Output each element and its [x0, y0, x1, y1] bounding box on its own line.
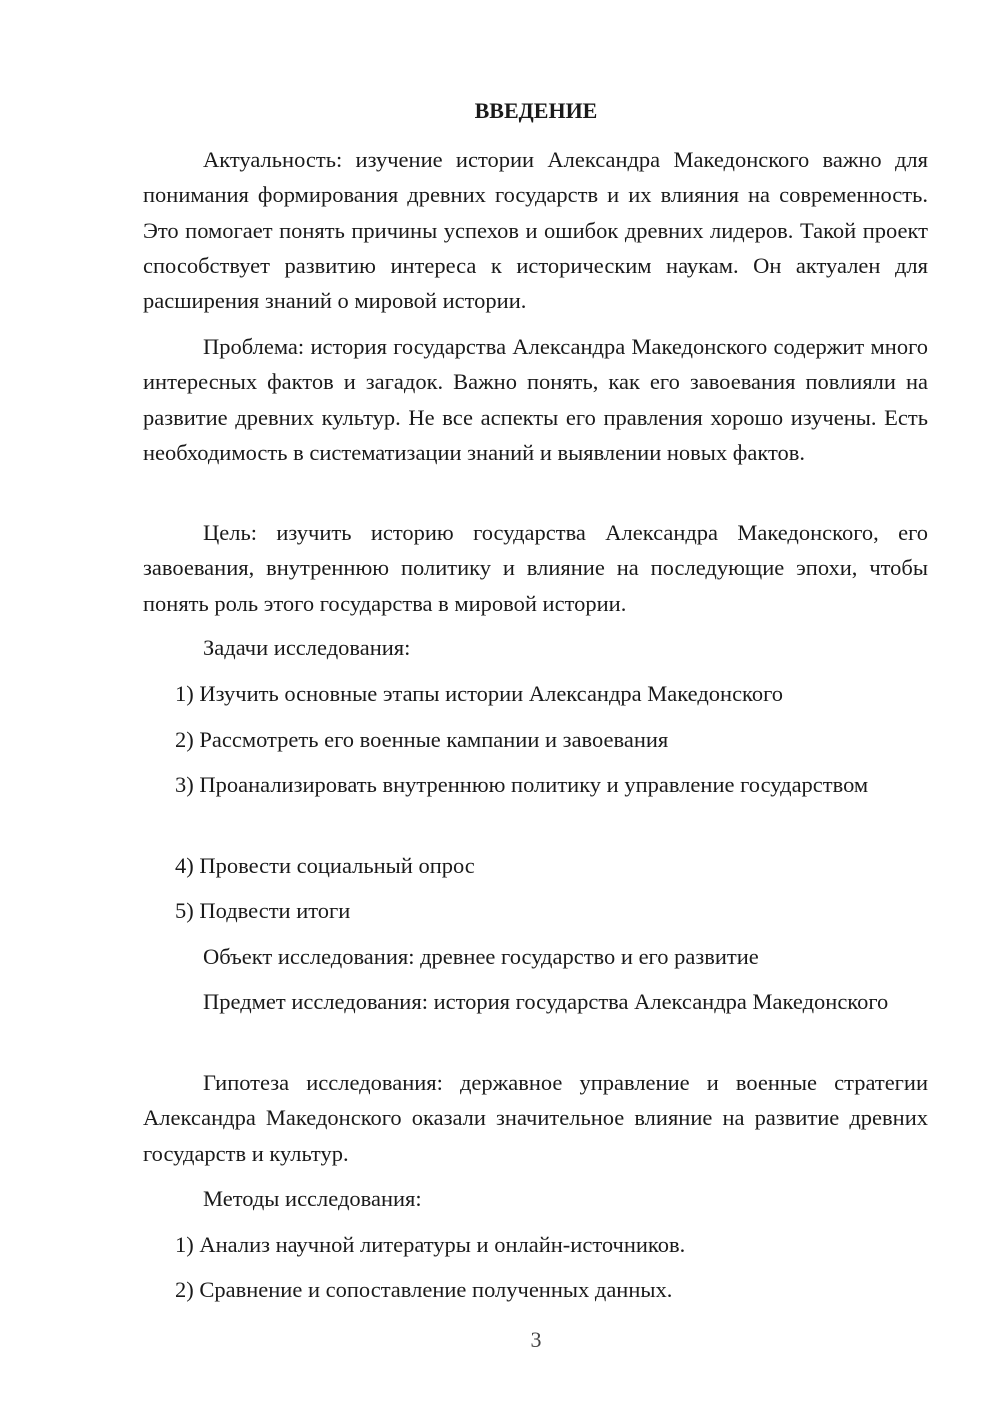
relevance-paragraph: Актуальность: изучение истории Александра Македонского важно для понимания формирования древних государств и их влияния на современность. Это помогает понять причины успехов и ошибок древних лидеров. Такой проект способствует развитию интереса к историческим наукам. Он актуален для расширения знаний о мировой истории. — [143, 147, 928, 314]
page-title: ВВЕДЕНИЕ — [474, 98, 598, 123]
task-item-4: 4) Провести социальный опрос — [175, 853, 475, 878]
hypothesis-paragraph: Гипотеза исследования: державное управление и военные стратегии Александра Македонского оказали значительное влияние на развитие древних государств и культур. — [143, 1070, 928, 1166]
methods-label: Методы исследования: — [203, 1186, 422, 1211]
object-paragraph: Объект исследования: древнее государство и его развитие — [203, 944, 759, 969]
task-item-1: 1) Изучить основные этапы истории Александра Македонского — [175, 681, 784, 706]
method-item-1: 1) Анализ научной литературы и онлайн-источников. — [175, 1232, 686, 1257]
tasks-label: Задачи исследования: — [203, 635, 411, 660]
subject-paragraph: Предмет исследования: история государства Александра Македонского — [203, 989, 889, 1014]
method-item-2: 2) Сравнение и сопоставление полученных данных. — [175, 1277, 673, 1302]
task-item-3: 3) Проанализировать внутреннюю политику и управление государством — [175, 772, 869, 797]
goal-paragraph: Цель: изучить историю государства Александра Македонского, его завоевания, внутреннюю политику и влияние на последующие эпохи, чтобы понять роль этого государства в мировой истории. — [143, 520, 928, 616]
page-number: 3 — [530, 1327, 542, 1352]
task-item-5: 5) Подвести итоги — [175, 898, 351, 923]
task-item-2: 2) Рассмотреть его военные кампании и завоевания — [175, 727, 669, 752]
problem-paragraph: Проблема: история государства Александра Македонского содержит много интересных фактов и загадок. Важно понять, как его завоевания повлияли на развитие древних культур. Не все аспекты его правления хорошо изучены. Есть необходимость в систематизации знаний и выявлении новых фактов. — [143, 334, 928, 465]
